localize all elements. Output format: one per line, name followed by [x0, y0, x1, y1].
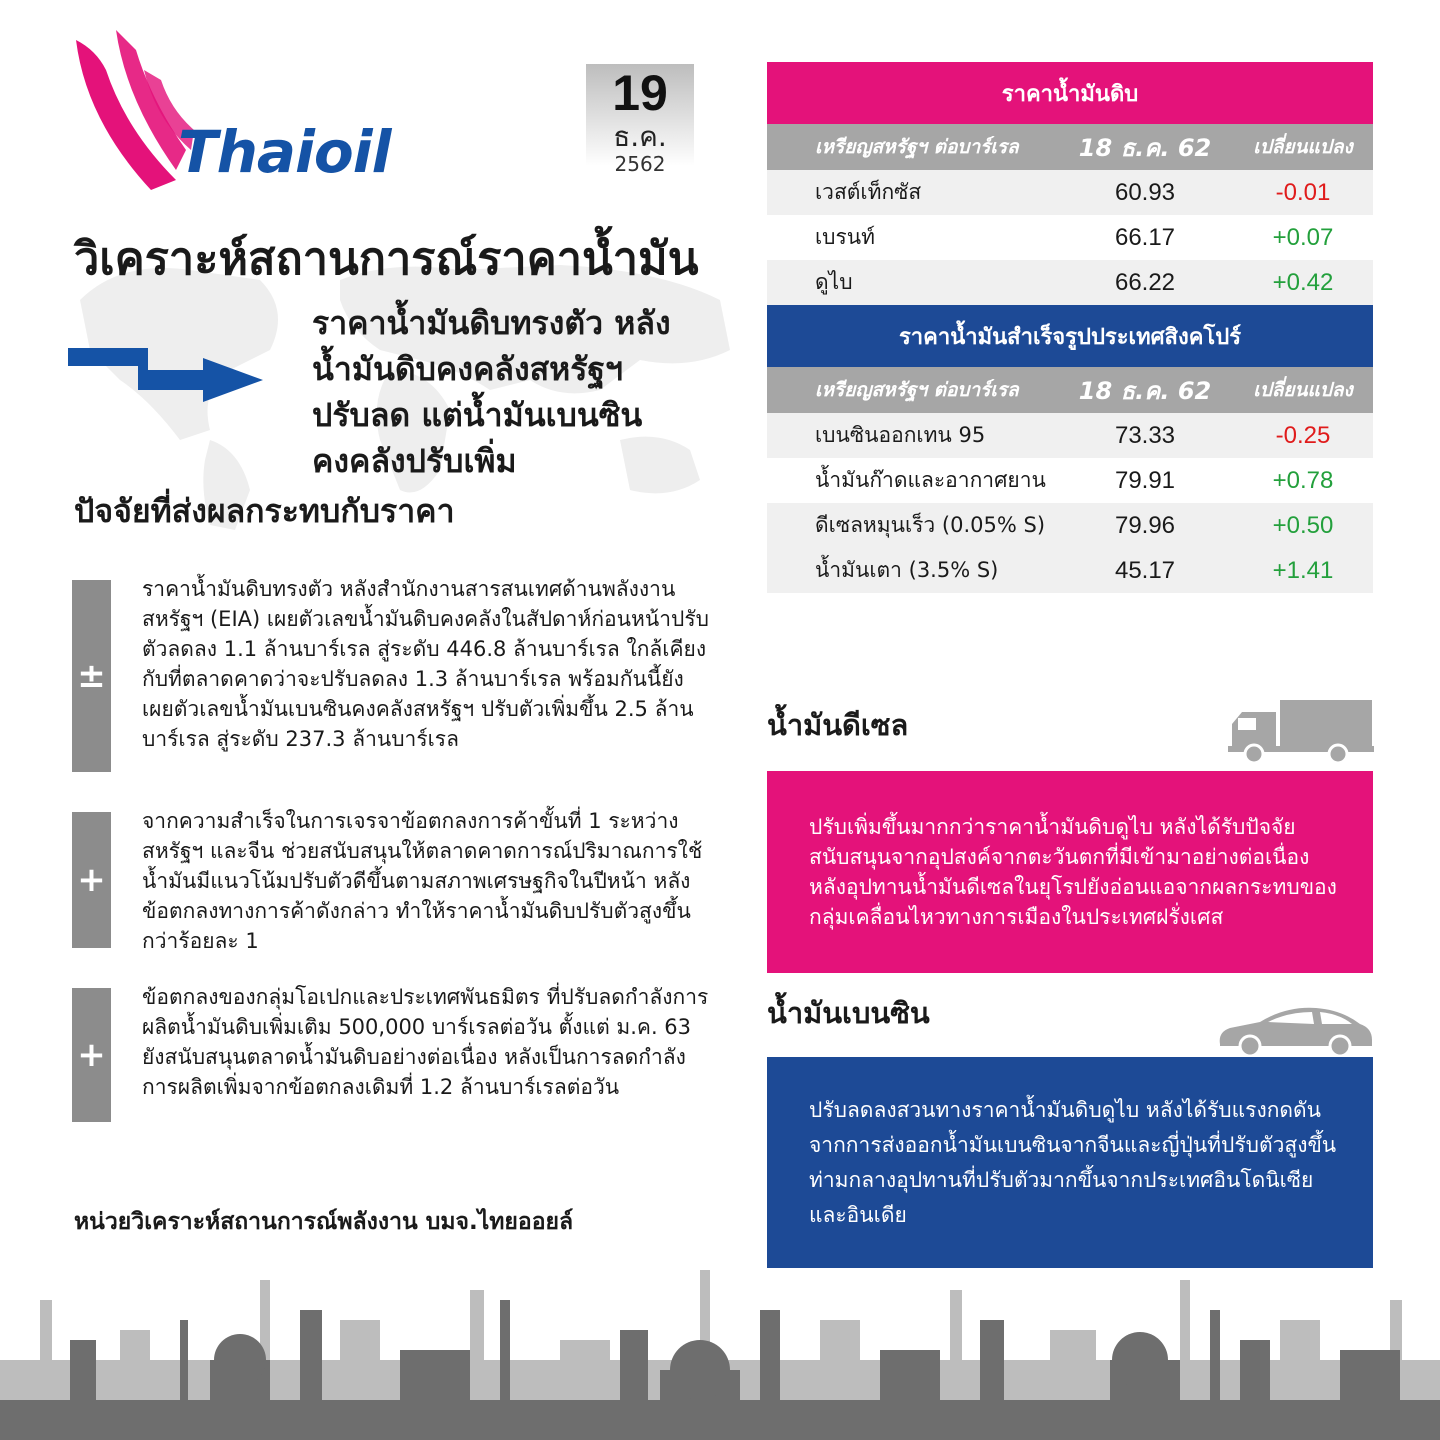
gasoline-text: ปรับลดลงสวนทางราคาน้ำมันดิบดูไบ หลังได้รับแรงกดดันจากการส่งออกน้ำมันเบนซินจากจีนและญี่ปุ่นที่ปรับตัวสูงขึ้นท่ามกลางอุปทานที่ปรับตัวมากขึ้นจากประเทศอินโดนิเซียและอินเดีย	[809, 1097, 1337, 1227]
gasoline-title: น้ำมันเบนซิน	[767, 996, 930, 1030]
table-row	[767, 170, 1373, 215]
table-header	[767, 124, 1373, 170]
row-change: +0.07	[1272, 223, 1334, 251]
column-header: 18 ธ.ค. 62	[1078, 376, 1212, 405]
row-price: 79.91	[1114, 466, 1176, 494]
row-name: น้ำมันเตา (3.5% S)	[815, 558, 999, 582]
row-change: +1.41	[1272, 556, 1334, 584]
row-change: -0.01	[1275, 178, 1331, 206]
headline-line: น้ำมันดิบคงคลังสหรัฐฯ	[312, 350, 624, 388]
headline	[312, 300, 732, 484]
table-row	[767, 215, 1373, 260]
refinery-skyline-illustration	[0, 1260, 1440, 1440]
column-header: เปลี่ยนแปลง	[1253, 136, 1353, 158]
page-title: วิเคราะห์สถานการณ์ราคาน้ำมัน	[74, 232, 699, 285]
row-price: 66.22	[1114, 268, 1176, 296]
date-badge	[586, 64, 694, 184]
row-name: เบรนท์	[815, 225, 875, 249]
factor-item	[72, 985, 712, 1122]
factor-text: ข้อตกลงของกลุ่มโอเปกและประเทศพันธมิตร ที่ปรับลดกำลังการผลิตน้ำมันดิบเพิ่มเติม 500,000 บาร์เรลต่อวัน ตั้งแต่ ม.ค. 63 ยังสนับสนุนตลาดน้ำมันดิบอย่างต่อเนื่อง หลังเป็นการลดกำลังการผลิตเพิ่มจากข้อตกลงเดิมที่ 1.2 ล้านบาร์เรลต่อวัน	[142, 985, 709, 1099]
factor-text: ราคาน้ำมันดิบทรงตัว หลังสำนักงานสารสนเทศด้านพลังงานสหรัฐฯ (EIA) เผยตัวเลขน้ำมันดิบคงคลังในสัปดาห์ก่อนหน้าปรับตัวลดลง 1.1 ล้านบาร์เรล สู่ระดับ 446.8 ล้านบาร์เรล ใกล้เคียงกับที่ตลาดคาดว่าจะปรับลดลง 1.3 ล้านบาร์เรล พร้อมกันนี้ยังเผยตัวเลขน้ำมันเบนซินคงคลังสหรัฐฯ ปรับตัวเพิ่มขึ้น 2.5 ล้านบาร์เรล สู่ระดับ 237.3 ล้านบาร์เรล	[142, 577, 709, 751]
table-row	[767, 503, 1373, 548]
table-row	[767, 260, 1373, 305]
diesel-title: น้ำมันดีเซล	[767, 708, 909, 742]
column-header: 18 ธ.ค. 62	[1078, 133, 1212, 162]
headline-line: คงคลังปรับเพิ่ม	[312, 442, 517, 480]
date-day: 19	[612, 65, 668, 121]
thaioil-wing-icon	[66, 30, 196, 200]
trend-arrow-icon	[68, 330, 268, 410]
row-change: +0.78	[1272, 466, 1334, 494]
table-row	[767, 458, 1373, 503]
headline-line: ราคาน้ำมันดิบทรงตัว หลัง	[312, 304, 671, 342]
row-price: 73.33	[1114, 421, 1176, 449]
table-header	[767, 367, 1373, 413]
row-name: ดูไบ	[815, 270, 853, 294]
factors-title: ปัจจัยที่ส่งผลกระทบกับราคา	[74, 492, 455, 530]
crude-table-title: ราคาน้ำมันดิบ	[767, 62, 1373, 124]
row-name: เบนซินออกเทน 95	[815, 423, 986, 447]
column-header: เปลี่ยนแปลง	[1253, 379, 1353, 401]
products-table-title: ราคาน้ำมันสำเร็จรูปประเทศสิงคโปร์	[767, 305, 1373, 367]
thaioil-wordmark: Thaioil	[178, 118, 391, 186]
plus-icon: +	[72, 988, 111, 1122]
date-year: 2562	[614, 152, 666, 176]
date-month: ธ.ค.	[613, 120, 667, 153]
row-change: +0.42	[1272, 268, 1334, 296]
table-row	[767, 548, 1373, 593]
plus-icon: +	[72, 812, 111, 948]
column-header: เหรียญสหรัฐฯ ต่อบาร์เรล	[815, 379, 1019, 401]
headline-line: ปรับลด แต่น้ำมันเบนซิน	[312, 396, 643, 434]
plus-minus-icon: ±	[72, 580, 111, 772]
truck-icon	[1228, 698, 1374, 764]
row-change: +0.50	[1272, 511, 1334, 539]
row-price: 45.17	[1114, 556, 1176, 584]
row-price: 60.93	[1114, 178, 1176, 206]
row-name: ดีเซลหมุนเร็ว (0.05% S)	[815, 513, 1046, 537]
row-change: -0.25	[1275, 421, 1331, 449]
row-name: เวสต์เท็กซัส	[815, 180, 922, 204]
gasoline-summary	[767, 1057, 1373, 1268]
diesel-summary	[767, 771, 1373, 973]
factor-item	[72, 577, 712, 772]
row-name: น้ำมันก๊าดและอากาศยาน	[815, 468, 1046, 492]
column-header: เหรียญสหรัฐฯ ต่อบาร์เรล	[815, 136, 1019, 158]
row-price: 66.17	[1114, 223, 1176, 251]
row-price: 79.96	[1114, 511, 1176, 539]
diesel-text: ปรับเพิ่มขึ้นมากกว่าราคาน้ำมันดิบดูไบ หลังได้รับปัจจัยสนับสนุนจากอุปสงค์จากตะวันตกที่มีเข้ามาอย่างต่อเนื่อง หลังอุปทานน้ำมันดีเซลในยุโรปยังอ่อนแอจากผลกระทบของกลุ่มเคลื่อนไหวทางการเมืองในประเทศฝรั่งเศส	[809, 815, 1337, 929]
footer-unit: หน่วยวิเคราะห์สถานการณ์พลังงาน บมจ.ไทยออยล์	[74, 1209, 574, 1235]
factor-text: จากความสำเร็จในการเจรจาข้อตกลงการค้าขั้นที่ 1 ระหว่างสหรัฐฯ และจีน ช่วยสนับสนุนให้ตลาดคาดการณ์ปริมาณการใช้น้ำมันมีแนวโน้มปรับตัวดีขึ้นตามสภาพเศรษฐกิจในปีหน้า หลังข้อตกลงทางการค้าดังกล่าว ทำให้ราคาน้ำมันดิบปรับตัวสูงขึ้นกว่าร้อยละ 1	[142, 809, 703, 953]
table-row	[767, 413, 1373, 458]
factor-item	[72, 809, 712, 953]
car-icon	[1216, 1004, 1374, 1058]
price-table	[767, 62, 1373, 593]
